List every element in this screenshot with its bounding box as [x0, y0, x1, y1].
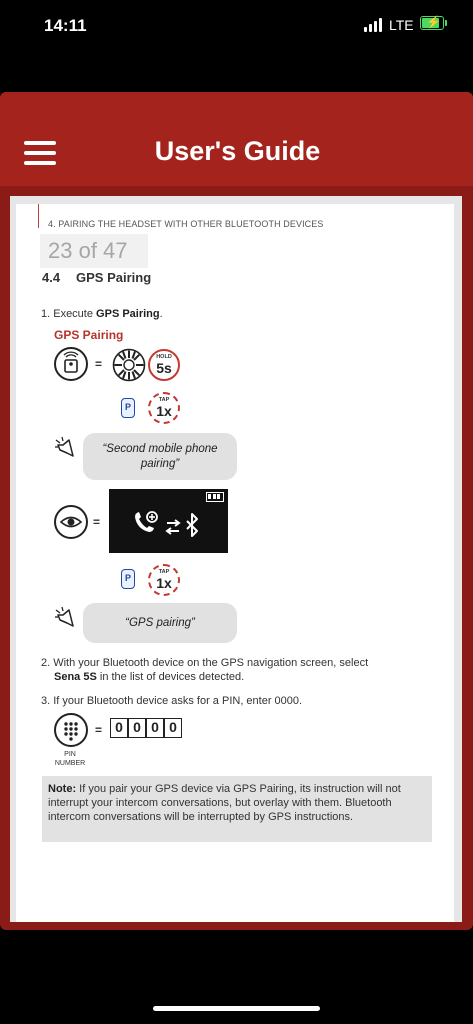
note-box: Note: If you pair your GPS device via GPS Pairing, its instruction will not interrupt your intercom conversations, but overlay with them. Bluetooth intercom conversations will be interrupted by GPS instructions. [42, 776, 432, 842]
status-bar [0, 0, 473, 52]
equals-sign-3: = [95, 723, 103, 737]
voice-prompt-icon-2 [54, 606, 80, 630]
headset-broadcast-icon [54, 347, 88, 381]
pin-digit: 0 [164, 718, 182, 738]
battery-cap [445, 20, 447, 26]
pin-digit: 0 [110, 718, 128, 738]
screen-battery-icon [206, 492, 224, 502]
jog-dial-icon [112, 348, 146, 382]
home-indicator[interactable] [153, 1006, 320, 1011]
pin-digit: 0 [146, 718, 164, 738]
app-title: User's Guide [154, 136, 321, 166]
page-counter: 23 of 47 [40, 234, 148, 268]
pin-caption: PIN NUMBER [54, 751, 86, 767]
charging-icon: ⚡ [426, 15, 441, 29]
section-title: GPS Pairing [76, 270, 152, 285]
voice-prompt-icon [54, 436, 80, 460]
section-number: 4.4 [42, 270, 61, 285]
step-2: 2. With your Bluetooth device on the GPS navigation screen, select Sena 5S in the list of devices detected. [41, 657, 369, 683]
signal-icon [364, 18, 382, 32]
equals-sign-2: = [93, 515, 101, 529]
voice-prompt-bubble-2: “GPS pairing” [83, 603, 237, 643]
hamburger-menu-icon[interactable] [24, 141, 56, 165]
tap-1x-badge-2: TAP 1x [148, 564, 180, 596]
voice-prompt-bubble: “Second mobile phone pairing” [83, 433, 237, 480]
running-head: 4. PAIRING THE HEADSET WITH OTHER BLUETOOTH DEVICES [48, 219, 324, 229]
step-3: 3. If your Bluetooth device asks for a PIN, enter 0000. [41, 695, 303, 707]
keypad-icon [54, 713, 88, 747]
phone-button-icon: P [121, 398, 135, 418]
status-time: 14:11 [44, 16, 87, 35]
hold-5s-badge: HOLD 5s [148, 349, 180, 381]
gps-pairing-label: GPS Pairing [54, 328, 124, 342]
network-label: LTE [389, 17, 414, 33]
pin-digit: 0 [128, 718, 146, 738]
step-1: 1. Execute GPS Pairing. [41, 308, 163, 320]
equals-sign: = [95, 357, 103, 371]
eye-icon [54, 505, 88, 539]
phone-button-icon-2: P [121, 569, 135, 589]
tap-1x-badge: TAP 1x [148, 392, 180, 424]
page-edge-line [38, 204, 39, 228]
